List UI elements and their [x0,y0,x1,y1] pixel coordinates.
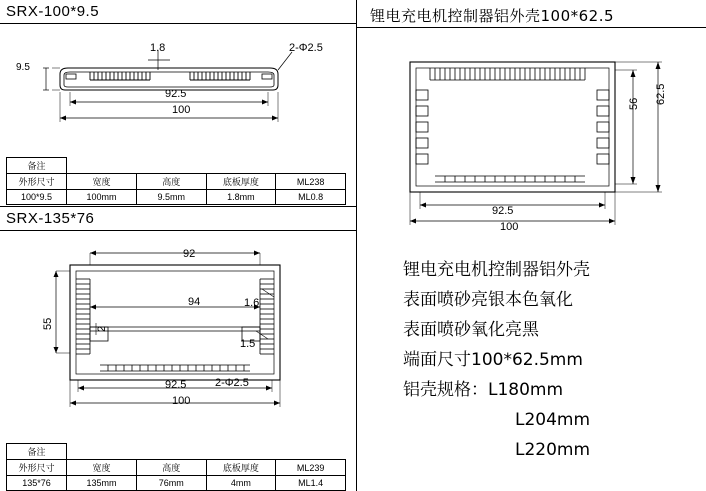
right-dim-100: 100 [500,221,519,233]
spacer-cell [136,158,206,174]
panel-divider-right-title [356,27,706,28]
cell-width: 宽度 [67,174,137,190]
bottom-left-hole-callout: 2-Φ2.5 [215,377,249,389]
dim-56-text: 56 [628,97,640,110]
table-row [7,476,346,491]
spacer-cell [136,444,206,460]
top-left-dim-92-5: 92.5 [165,88,187,100]
cell-label: 外形尺寸 [7,174,67,190]
cell-width: 宽度 [67,460,137,476]
cell-base: 底板厚度 [206,174,276,190]
dim-62-5-text: 62.5 [655,83,667,105]
dim-2-text: 2 [96,325,108,332]
bottom-left-dim-100: 100 [172,395,191,407]
table-row [7,190,346,205]
bottom-left-dim-2 [96,325,108,344]
cell-label: 100*9.5 [7,190,67,205]
spacer-cell [276,158,346,174]
cell-height: 9.5mm [136,190,206,205]
dim-55-text: 55 [42,317,54,330]
spacer-cell [206,444,276,460]
bottom-left-dim-1-6: 1.6 [244,297,260,309]
top-left-title: SRX-100*9.5 [6,3,100,20]
bottom-left-dim-1-5: 1.5 [240,338,256,350]
note-line-1: 锂电充电机控制器铝外壳 [403,260,590,280]
note-line-5: 铝壳规格：L180mm [403,380,564,400]
bottom-left-spec-table [6,443,346,491]
panel-divider-vertical [356,0,357,491]
right-notes-block [403,255,698,465]
bottom-left-dim-55 [42,317,54,342]
cell-width: 135mm [67,476,137,491]
bottom-left-dim-92-5: 92.5 [165,379,187,391]
bottom-left-dim-92: 92 [183,248,196,260]
panel-divider-title-bottom-left [0,230,356,231]
cell-label: 135*76 [7,476,67,491]
bottom-left-profile-drawing [30,245,340,420]
panel-divider-top-left [0,23,356,24]
cell-label: 外形尺寸 [7,460,67,476]
top-left-spec-table [6,157,346,205]
top-left-dim-1-8: 1.8 [150,42,166,54]
table-row [7,460,346,476]
panel-divider-mid-left [0,206,356,207]
table-row [7,158,346,174]
right-dim-56 [628,97,640,122]
note-line-4: 端面尺寸100*62.5mm [403,350,583,370]
note-line-7: L220mm [515,440,591,460]
bottom-left-title: SRX-135*76 [6,210,95,227]
right-panel-title: 锂电充电机控制器铝外壳100*62.5 [370,7,615,25]
spacer-cell [276,444,346,460]
cell-code: ML238 [276,174,346,190]
table-row [7,174,346,190]
cell-code: ML1.4 [276,476,346,491]
spacer-cell [67,158,137,174]
cell-height: 76mm [136,476,206,491]
right-panel-section-drawing [390,50,690,235]
bottom-left-dim-94: 94 [188,296,201,308]
cell-height: 高度 [136,460,206,476]
note-line-2: 表面喷砂亮银本色氧化 [403,290,573,310]
cell-code: ML0.8 [276,190,346,205]
cell-height: 高度 [136,174,206,190]
right-dim-62-5 [655,83,676,117]
cell-base: 1.8mm [206,190,276,205]
top-left-dim-9-5: 9.5 [16,62,30,73]
cell-code: ML239 [276,460,346,476]
top-left-hole-callout: 2-Φ2.5 [289,42,323,54]
cell-base: 4mm [206,476,276,491]
cell-base: 底板厚度 [206,460,276,476]
top-left-dim-100: 100 [172,104,191,116]
spacer-cell [206,158,276,174]
right-dim-92-5: 92.5 [492,205,514,217]
spacer-cell [67,444,137,460]
note-line-6: L204mm [515,410,591,430]
cell-width: 100mm [67,190,137,205]
note-header: 备注 [7,444,67,460]
note-line-3: 表面喷砂氧化亮黑 [403,320,539,340]
table-row [7,444,346,460]
note-header: 备注 [7,158,67,174]
